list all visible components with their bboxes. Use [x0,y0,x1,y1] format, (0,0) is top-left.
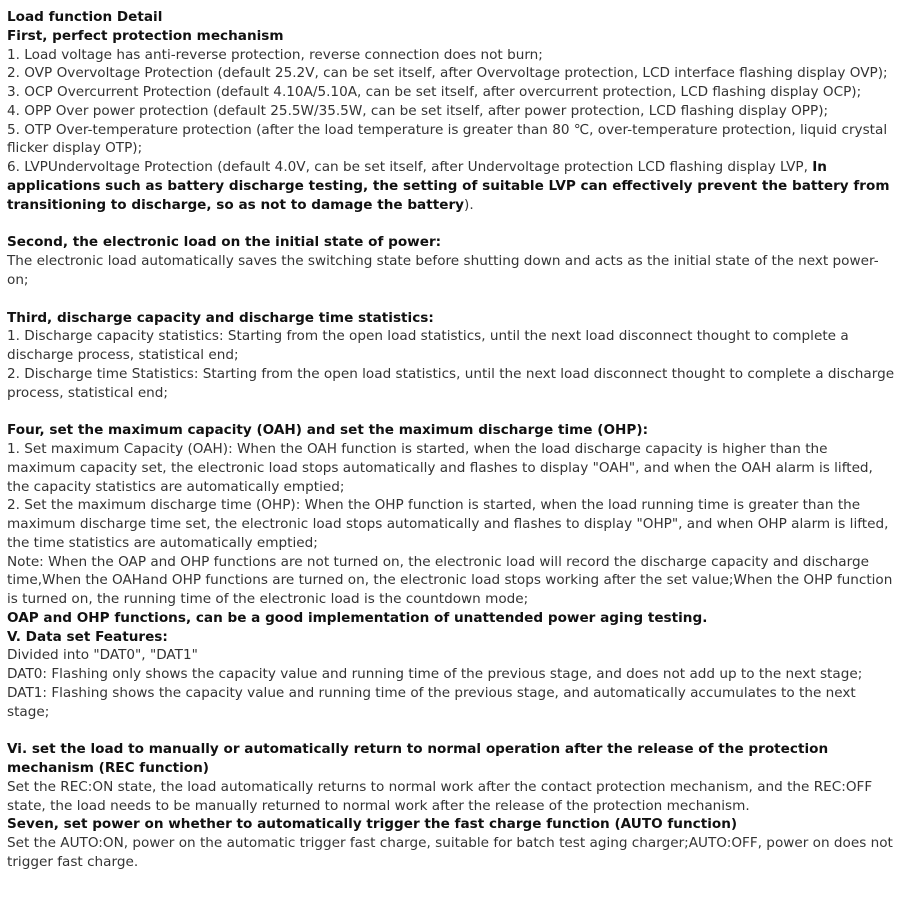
section-3-heading: Third, discharge capacity and discharge time statistics: [7,309,434,326]
page-title: Load function Detail [7,9,163,25]
spacer [7,214,895,233]
list-item: 2. Discharge time Statistics: Starting from the open load statistics, until the next load disconnect thought to complete a discharge process, statistical end; [7,365,895,401]
list-item: 2. OVP Overvoltage Protection (default 25.2V, can be set itself, after Overvoltage protection, LCD interface flashing display OVP); [7,65,888,82]
paragraph: The electronic load automatically saves the switching state before shutting down and acts as the initial state of the next power-on; [7,253,879,288]
spacer [7,290,895,309]
list-item: 4. OPP Over power protection (default 25.5W/35.5W, can be set itself, after power protection, LCD flashing display OPP); [7,102,829,119]
section-7-heading: Seven, set power on whether to automatically trigger the fast charge function (AUTO function) [7,816,738,833]
section-5-heading: V. Data set Features: [7,628,168,645]
list-item-text: 6. LVPUndervoltage Protection (default 4.0V, can be set itself, after Undervoltage protection LCD flashing display LVP, [7,159,813,175]
document-body [7,8,895,872]
paragraph: Set the AUTO:ON, power on the automatic trigger fast charge, suitable for batch test aging charger;AUTO:OFF, power on does not trigger fast charge. [7,835,893,870]
spacer [7,402,895,421]
list-item: 1. Discharge capacity statistics: Starting from the open load statistics, until the next load disconnect thought to complete a discharge process, statistical end; [7,328,849,363]
list-item: DAT1: Flashing shows the capacity value and running time of the previous stage, and automatically accumulates to the next stage; [7,684,856,720]
list-item: 1. Set maximum Capacity (OAH): When the OAH function is started, when the load discharge capacity is higher than the maximum capacity set, the electronic load stops automatically and flashes to display "OAH", and when the OAH alarm is lifted, the capacity statistics are automatically emptied; [7,441,873,495]
spacer [7,721,895,740]
section-1-heading: First, perfect protection mechanism [7,27,284,44]
section-2-heading: Second, the electronic load on the initial state of power: [7,234,442,251]
section-4-heading: Four, set the maximum capacity (OAH) and set the maximum discharge time (OHP): [7,422,649,439]
list-item: 5. OTP Over-temperature protection (after the load temperature is greater than 80 ℃, over-temperature protection, liquid crystal flicker display OTP); [7,121,888,157]
paragraph: Set the REC:ON state, the load automatically returns to normal work after the contact protection mechanism, and the REC:OFF state, the load needs to be manually returned to normal work after the release of the protection mechanism. [7,778,873,814]
list-item: DAT0: Flashing only shows the capacity value and running time of the previous stage, and does not add up to the next stage; [7,666,863,682]
list-item: Divided into "DAT0", "DAT1" [7,647,198,664]
list-item: 3. OCP Overcurrent Protection (default 4.10A/5.10A, can be set itself, after overcurrent protection, LCD flashing display OCP); [7,84,862,100]
list-item: 2. Set the maximum discharge time (OHP): When the OHP function is started, when the load running time is greater than the maximum discharge time set, the electronic load stops automatically and flashes to display "OHP", and when OHP alarm is lifted, the time statistics are automatically emptied; [7,497,889,551]
list-item: 1. Load voltage has anti-reverse protection, reverse connection does not burn; [7,46,543,63]
section-6-heading: Vi. set the load to manually or automatically return to normal operation after the release of the protection mechanism (REC function) [7,741,829,776]
list-item-text-end: ). [464,196,474,213]
bold-note: OAP and OHP functions, can be a good implementation of unattended power aging testing. [7,609,708,626]
list-item-emphasis: In applications such as battery discharge testing, the setting of suitable LVP can effectively prevent the battery from transitioning to discharge, so as not to damage the battery [7,159,890,213]
list-item [7,158,895,214]
note-paragraph: Note: When the OAP and OHP functions are not turned on, the electronic load will record the discharge capacity and discharge time,When the OAHand OHP functions are turned on, the electronic load stops working after the set value;When the OHP function is turned on, the running time of the electronic load is the countdown mode; [7,553,893,607]
